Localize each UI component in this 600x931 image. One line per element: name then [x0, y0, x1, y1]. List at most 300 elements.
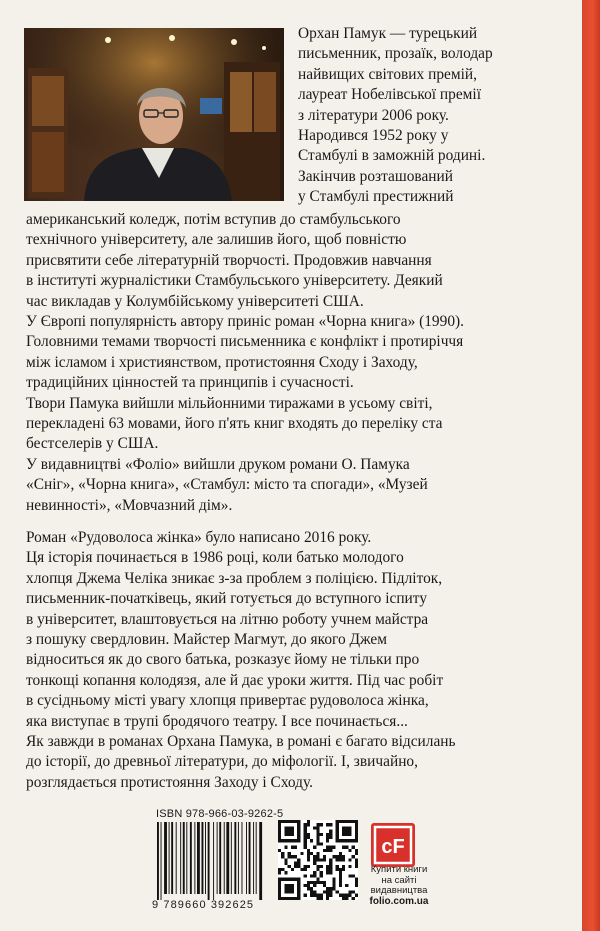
qr-module: [332, 887, 335, 890]
qr-module: [348, 849, 351, 852]
barcode-bar: [202, 822, 204, 894]
barcode-bar: [186, 822, 187, 894]
publisher-line: на сайті: [381, 874, 417, 886]
qr-module: [316, 830, 319, 833]
qr-module: [307, 823, 310, 826]
qr-module: [288, 878, 291, 881]
barcode-bar: [217, 822, 218, 894]
qr-module: [307, 836, 310, 839]
qr-module: [336, 833, 339, 836]
text-line: в університет, влаштовується на літню роботу учнем майстра: [26, 610, 429, 628]
qr-module: [288, 897, 291, 900]
qr-module: [355, 839, 358, 842]
qr-module: [313, 846, 316, 849]
qr-module: [310, 874, 313, 877]
qr-module: [307, 833, 310, 836]
qr-module: [326, 839, 329, 842]
qr-module: [316, 823, 319, 826]
barcode-bar: [256, 822, 257, 894]
qr-module: [320, 881, 323, 884]
barcode-bar: [205, 822, 206, 894]
qr-module: [336, 836, 339, 839]
qr-module: [355, 858, 358, 861]
qr-module: [284, 820, 287, 823]
qr-module: [297, 881, 300, 884]
qr-module: [294, 846, 297, 849]
qr-module: [284, 846, 287, 849]
qr-module: [316, 868, 319, 871]
qr-module: [297, 820, 300, 823]
qr-module: [329, 868, 332, 871]
qr-module: [313, 855, 316, 858]
author-photo-image: [24, 28, 284, 201]
text-line: традиційних цінностей та принципів і сучасності.: [26, 374, 354, 392]
qr-module: [316, 833, 319, 836]
barcode-bar: [164, 822, 167, 894]
qr-module: [307, 852, 310, 855]
qr-module: [294, 897, 297, 900]
qr-module: [291, 820, 294, 823]
qr-module: [307, 865, 310, 868]
barcode-bar: [234, 822, 236, 894]
qr-module: [336, 858, 339, 861]
qr-module: [339, 839, 342, 842]
qr-module: [345, 820, 348, 823]
qr-module: [339, 871, 342, 874]
qr-module: [288, 820, 291, 823]
qr-module: [297, 858, 300, 861]
qr-module: [291, 839, 294, 842]
qr-module: [313, 884, 316, 887]
qr-module: [304, 846, 307, 849]
barcode-bar: [242, 822, 243, 894]
qr-module: [281, 852, 284, 855]
qr-module: [297, 884, 300, 887]
qr-module: [310, 881, 313, 884]
text-line: невинності», «Мовчазний дім».: [26, 496, 233, 514]
novel-annotation: [26, 528, 578, 793]
qr-module: [284, 897, 287, 900]
qr-module: [339, 878, 342, 881]
qr-module: [339, 858, 342, 861]
qr-module: [352, 820, 355, 823]
qr-module: [297, 823, 300, 826]
qr-module: [281, 839, 284, 842]
qr-module: [316, 842, 319, 845]
qr-module: [297, 890, 300, 893]
qr-module: [326, 894, 329, 897]
qr-module: [345, 894, 348, 897]
qr-module: [339, 852, 342, 855]
qr-module: [326, 823, 329, 826]
qr-module: [291, 833, 294, 836]
text-line: лауреат Нобелівської премії: [298, 86, 481, 104]
text-line: з пошуку свердловин. Майстер Магмут, до якого Джем: [26, 631, 388, 649]
qr-module: [291, 897, 294, 900]
qr-module: [281, 855, 284, 858]
barcode-bar: [231, 822, 232, 894]
barcode-bar: [259, 822, 262, 900]
publisher-line: видавництва: [370, 885, 428, 896]
barcode-bar: [180, 822, 181, 894]
qr-module: [297, 830, 300, 833]
barcode-bar: [169, 822, 170, 894]
qr-module: [336, 865, 339, 868]
qr-module: [320, 894, 323, 897]
qr-module: [288, 855, 291, 858]
qr-module: [336, 839, 339, 842]
text-line: розглядається протистояння Заходу і Сходу.: [26, 773, 314, 791]
publisher-block: [364, 865, 434, 907]
qr-module: [348, 890, 351, 893]
qr-module: [304, 865, 307, 868]
qr-module: [342, 820, 345, 823]
qr-module: [304, 823, 307, 826]
spine-edge: [582, 0, 600, 931]
qr-module: [304, 868, 307, 871]
qr-module: [326, 897, 329, 900]
qr-module: [339, 881, 342, 884]
qr-module: [355, 820, 358, 823]
qr-module: [291, 878, 294, 881]
qr-module: [316, 839, 319, 842]
barcode-bar: [213, 822, 214, 900]
qr-module: [304, 833, 307, 836]
qr-module: [313, 874, 316, 877]
qr-module: [320, 842, 323, 845]
qr-module: [329, 846, 332, 849]
text-line: до історії, до древньої літератури, до міфології. І, звичайно,: [26, 753, 418, 771]
qr-module: [300, 852, 303, 855]
qr-module: [345, 830, 348, 833]
qr-module: [329, 887, 332, 890]
qr-module: [342, 858, 345, 861]
qr-module: [329, 849, 332, 852]
qr-module: [288, 852, 291, 855]
qr-module: [345, 884, 348, 887]
qr-module: [278, 890, 281, 893]
text-line: між ісламом і християнством, протистояння Сходу і Заходу,: [26, 353, 418, 371]
qr-module: [326, 868, 329, 871]
qr-module: [326, 833, 329, 836]
qr-module: [329, 858, 332, 861]
qr-module: [352, 874, 355, 877]
barcode-bar: [190, 822, 192, 894]
qr-module: [323, 858, 326, 861]
qr-module: [304, 826, 307, 829]
qr-module: [326, 871, 329, 874]
qr-module: [332, 855, 335, 858]
text-line: Закінчив розташований: [298, 167, 453, 185]
qr-module: [342, 865, 345, 868]
qr-module: [345, 826, 348, 829]
publisher-line: Купити книги: [370, 864, 428, 875]
qr-module: [329, 890, 332, 893]
text-line: письменник-початківець, який готується до вступного іспиту: [26, 590, 428, 608]
qr-module: [291, 855, 294, 858]
qr-module: [278, 868, 281, 871]
qr-module: [332, 878, 335, 881]
qr-module: [307, 887, 310, 890]
qr-module: [342, 826, 345, 829]
qr-module: [329, 862, 332, 865]
logo-letters: cF: [381, 836, 405, 858]
qr-module: [323, 849, 326, 852]
qr-module: [284, 858, 287, 861]
qr-module: [342, 868, 345, 871]
qr-module: [297, 839, 300, 842]
qr-code-icon[interactable]: [278, 820, 358, 900]
qr-module: [288, 890, 291, 893]
qr-module: [307, 884, 310, 887]
qr-module: [323, 884, 326, 887]
qr-module: [348, 874, 351, 877]
qr-module: [304, 836, 307, 839]
qr-module: [348, 833, 351, 836]
qr-module: [339, 868, 342, 871]
qr-module: [294, 862, 297, 865]
qr-module: [284, 890, 287, 893]
qr-module: [326, 846, 329, 849]
qr-module: [329, 865, 332, 868]
qr-module: [320, 897, 323, 900]
qr-module: [342, 855, 345, 858]
text-line: Роман «Рудоволоса жінка» було написано 2016 року.: [26, 529, 372, 546]
qr-module: [316, 836, 319, 839]
qr-module: [288, 830, 291, 833]
qr-module: [284, 878, 287, 881]
qr-module: [278, 823, 281, 826]
qr-module: [352, 846, 355, 849]
qr-module: [355, 836, 358, 839]
qr-module: [278, 836, 281, 839]
qr-module: [288, 833, 291, 836]
qr-module: [348, 894, 351, 897]
qr-module: [342, 894, 345, 897]
qr-module: [304, 842, 307, 845]
qr-module: [278, 897, 281, 900]
qr-module: [355, 894, 358, 897]
qr-module: [307, 855, 310, 858]
qr-module: [297, 833, 300, 836]
barcode-bar: [197, 822, 200, 894]
qr-module: [339, 855, 342, 858]
qr-module: [326, 887, 329, 890]
qr-module: [284, 839, 287, 842]
qr-module: [313, 881, 316, 884]
qr-module: [297, 826, 300, 829]
qr-module: [307, 858, 310, 861]
qr-module: [297, 894, 300, 897]
barcode-bar: [208, 822, 210, 900]
qr-module: [320, 871, 323, 874]
qr-module: [313, 890, 316, 893]
qr-module: [294, 855, 297, 858]
qr-module: [288, 887, 291, 890]
qr-module: [352, 890, 355, 893]
qr-module: [355, 884, 358, 887]
barcode-bar: [157, 822, 159, 900]
qr-module: [278, 894, 281, 897]
barcode-bar: [249, 822, 251, 894]
barcode-bar: [224, 822, 225, 894]
qr-module: [329, 894, 332, 897]
qr-module: [326, 890, 329, 893]
qr-module: [278, 830, 281, 833]
qr-module: [316, 855, 319, 858]
qr-module: [348, 865, 351, 868]
text-line: присвятити себе літературній творчості. Продовжив навчання: [26, 251, 432, 269]
qr-module: [294, 865, 297, 868]
qr-module: [281, 897, 284, 900]
barcode-bar: [176, 822, 177, 894]
qr-module: [345, 839, 348, 842]
qr-module: [281, 878, 284, 881]
qr-module: [332, 884, 335, 887]
qr-module: [310, 852, 313, 855]
qr-module: [284, 884, 287, 887]
qr-module: [348, 826, 351, 829]
barcode-bar: [161, 822, 162, 900]
qr-module: [345, 846, 348, 849]
text-line: час викладав у Колумбійському університеті США.: [26, 292, 364, 310]
qr-module: [297, 878, 300, 881]
qr-module: [323, 881, 326, 884]
qr-module: [342, 830, 345, 833]
qr-module: [278, 871, 281, 874]
author-bio-top: [298, 24, 578, 208]
barcode-bar: [183, 822, 185, 894]
qr-module: [348, 839, 351, 842]
qr-module: [348, 830, 351, 833]
qr-module: [304, 839, 307, 842]
text-line: Ця історія починається в 1986 році, коли батько молодого: [26, 549, 404, 567]
qr-module: [278, 881, 281, 884]
text-line: найвищих світових премій,: [298, 65, 477, 83]
qr-module: [342, 839, 345, 842]
qr-module: [355, 865, 358, 868]
author-photo: [24, 28, 284, 201]
qr-module: [281, 868, 284, 871]
qr-module: [278, 839, 281, 842]
text-line: в сусідньому місті увагу хлопця привертає рудоволоса жінка,: [26, 692, 429, 710]
qr-module: [284, 830, 287, 833]
qr-module: [313, 826, 316, 829]
text-line: американський коледж, потім вступив до стамбульського: [26, 211, 401, 228]
qr-module: [278, 887, 281, 890]
qr-module: [323, 855, 326, 858]
qr-module: [297, 865, 300, 868]
qr-module: [355, 826, 358, 829]
text-line: яка виступає в трупі бродячого театру. І все починається...: [26, 712, 408, 730]
qr-module: [313, 871, 316, 874]
qr-module: [316, 878, 319, 881]
barcode-digits: 9 789660 392625: [152, 899, 255, 911]
text-line: Головними темами творчості письменника є конфлікт і протиріччя: [26, 333, 464, 351]
qr-module: [278, 878, 281, 881]
qr-module: [316, 826, 319, 829]
qr-module: [355, 849, 358, 852]
qr-module: [339, 874, 342, 877]
qr-module: [348, 858, 351, 861]
qr-module: [329, 823, 332, 826]
barcode-icon: [155, 822, 269, 900]
text-line: тонкощі копання колодязя, але й дає уроки життя. Під час робіт: [26, 671, 444, 689]
barcode-bar: [171, 822, 173, 894]
text-line: Народився 1952 року у: [298, 127, 449, 145]
qr-module: [332, 846, 335, 849]
text-line: письменник, прозаїк, володар: [298, 45, 493, 63]
text-line: відноситься як до свого батька, розказує йому не тільки про: [26, 651, 420, 669]
barcode-bar: [246, 822, 247, 894]
qr-module: [297, 887, 300, 890]
qr-module: [342, 833, 345, 836]
text-line: з літератури 2006 року.: [298, 106, 449, 124]
qr-module: [284, 833, 287, 836]
qr-module: [332, 881, 335, 884]
qr-module: [288, 884, 291, 887]
qr-module: [320, 823, 323, 826]
qr-module: [339, 894, 342, 897]
qr-module: [339, 884, 342, 887]
qr-module: [336, 855, 339, 858]
qr-module: [291, 846, 294, 849]
qr-module: [294, 839, 297, 842]
text-line: бестселерів у США.: [26, 435, 159, 453]
qr-module: [342, 846, 345, 849]
qr-module: [310, 887, 313, 890]
qr-module: [297, 836, 300, 839]
qr-module: [278, 884, 281, 887]
qr-module: [294, 820, 297, 823]
qr-module: [316, 894, 319, 897]
qr-module: [278, 820, 281, 823]
qr-module: [284, 862, 287, 865]
qr-module: [355, 878, 358, 881]
qr-module: [313, 894, 316, 897]
qr-module: [316, 881, 319, 884]
barcode-bar: [226, 822, 229, 894]
author-bio-bottom: [26, 210, 578, 516]
text-line: Як завжди в романах Орхана Памука, в романі є багато відсилань: [26, 733, 456, 751]
qr-module: [304, 884, 307, 887]
publisher-url[interactable]: folio.com.ua: [369, 895, 429, 907]
qr-module: [291, 884, 294, 887]
qr-module: [316, 897, 319, 900]
qr-module: [345, 897, 348, 900]
qr-module: [288, 826, 291, 829]
qr-module: [355, 852, 358, 855]
qr-module: [291, 887, 294, 890]
text-line: в інституті журналістики Стамбульського університету. Деякий: [26, 272, 443, 290]
text-line: Твори Памука вийшли мільйонними тиражами в усьому світі,: [26, 394, 433, 412]
qr-module: [326, 865, 329, 868]
barcode-bar: [194, 822, 195, 894]
qr-module: [300, 868, 303, 871]
qr-module: [355, 881, 358, 884]
qr-module: [316, 858, 319, 861]
qr-module: [284, 871, 287, 874]
qr-module: [329, 833, 332, 836]
qr-module: [313, 862, 316, 865]
qr-module: [316, 852, 319, 855]
text-line: у Стамбулі престижний: [298, 188, 454, 206]
qr-module: [352, 855, 355, 858]
folio-logo-icon: [371, 823, 415, 867]
qr-module: [336, 826, 339, 829]
text-line: Стамбулі в заможній родині.: [298, 147, 486, 165]
text-line: У видавництві «Фоліо» вийшли друком романи О. Памука: [26, 455, 410, 473]
